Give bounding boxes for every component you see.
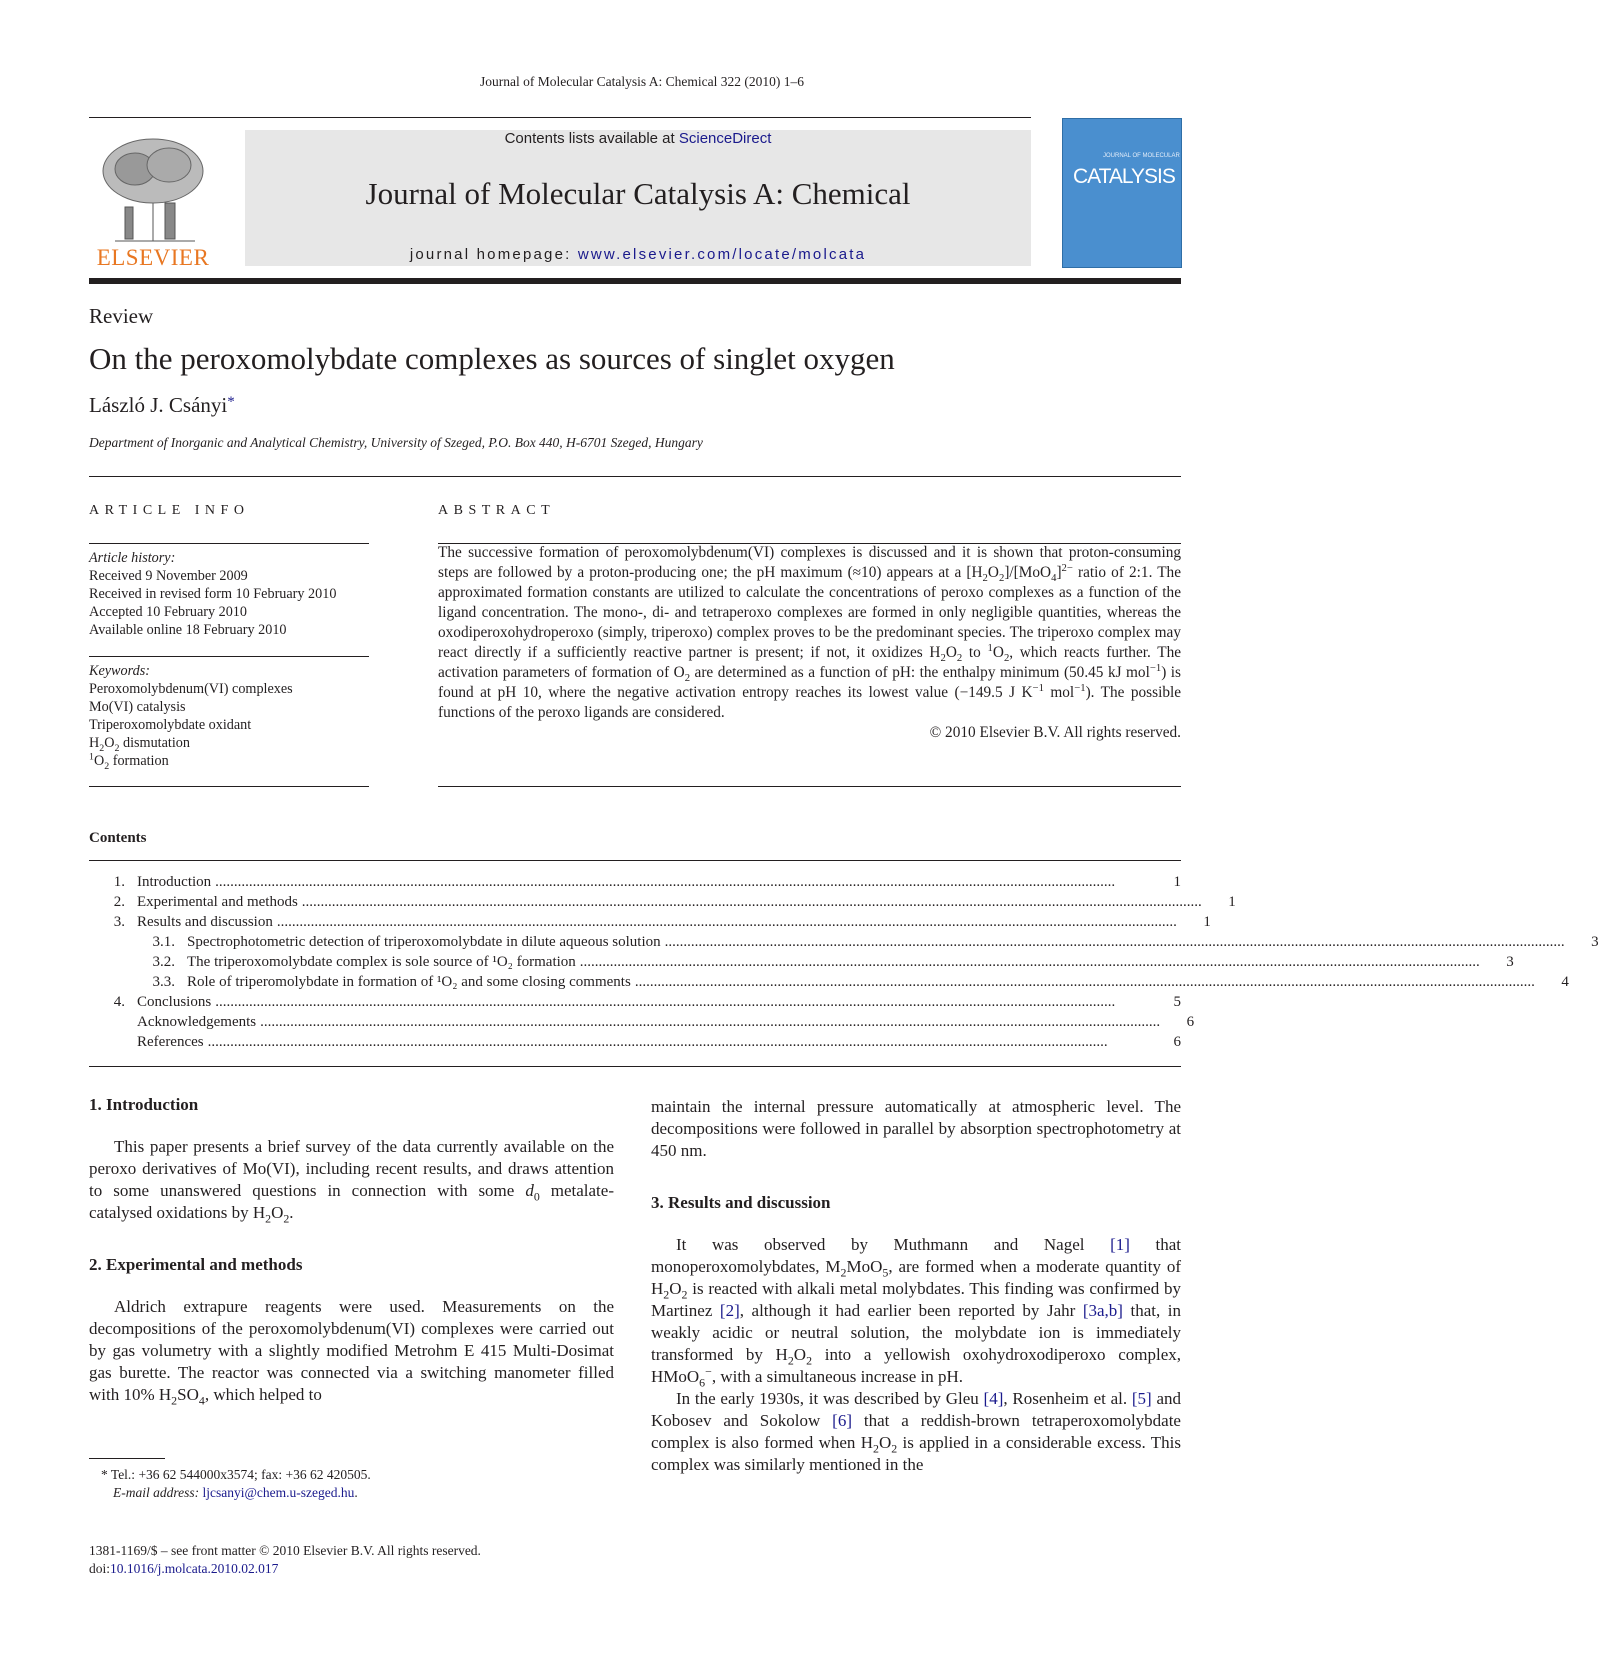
header-rule	[89, 476, 1181, 477]
ref-2-link[interactable]: [2]	[719, 1301, 740, 1320]
toc-item-experimental[interactable]: 2. Experimental and methods ................................................................................................................................................................................................................................................ 1	[113, 894, 1236, 910]
keyword-item: Mo(VI) catalysis	[89, 699, 186, 715]
toc-item-3-3[interactable]: 3.3. Role of triperomolybdate in formation of ¹O₂ and some closing comments ................................................................................................................................................................................................................................................ 4	[152, 974, 1569, 990]
abstract-copyright: © 2010 Elsevier B.V. All rights reserved.	[929, 724, 1181, 741]
ref-6-link[interactable]: [6]	[832, 1411, 852, 1430]
doi-link[interactable]: 10.1016/j.molcata.2010.02.017	[110, 1561, 279, 1576]
cover-subtitle: JOURNAL OF MOLECULAR	[1103, 153, 1180, 159]
contents-rule-top	[89, 860, 1181, 861]
ref-5-link[interactable]: [5]	[1131, 1389, 1152, 1408]
top-rule	[89, 117, 1031, 118]
results-paragraph-1: It was observed by Muthmann and Nagel [1] that monoperoxomolybdates, $M_2MoO_5$, are formed when a moderate quantity of $H_2O_2$ is reacted with alkali metal molybdates. This finding was confirmed by Martinez [2], although it had earlier been reported by Jahr [3a,b] that, in weakly acidic or neutral solution, the molybdate ion is immediately transformed by $H_2O_2$ into a yellowish oxohydroxodiperoxo complex, HMoO$_6$−, with a simultaneous increase in pH.	[651, 1235, 1182, 1390]
author-line	[89, 393, 235, 418]
keyword-item: $^1O_2$ formation	[89, 751, 169, 772]
table-of-contents	[89, 872, 1599, 1052]
footnote-rule	[89, 1458, 165, 1459]
toc-item-3-1[interactable]: 3.1. Spectrophotometric detection of triperoxomolybdate in dilute aqueous solution ................................................................................................................................................................................................................................................ 3	[152, 934, 1599, 950]
elsevier-tree-icon	[95, 133, 211, 243]
article-type: Review	[89, 304, 154, 328]
article-history	[89, 549, 369, 639]
doi-line: doi:10.1016/j.molcata.2010.02.017	[89, 1561, 279, 1576]
cover-title: CATALYSIS	[1073, 165, 1175, 188]
running-head: Journal of Molecular Catalysis A: Chemical 322 (2010) 1–6	[480, 74, 804, 89]
toc-item-acknowledgements[interactable]: Acknowledgements ................................................................................................................................................................................................................................................ 6	[137, 1014, 1195, 1030]
issn-doi	[89, 1542, 649, 1578]
email-link[interactable]: ljcsanyi@chem.u-szeged.hu	[202, 1485, 355, 1500]
author-name: László J. Csányi	[89, 393, 228, 417]
footnote-email: E-mail address: ljcsanyi@chem.u-szeged.hu.	[113, 1485, 358, 1500]
journal-cover	[1062, 118, 1182, 268]
ref-1-link[interactable]: [1]	[1110, 1235, 1130, 1254]
experimental-continuation: maintain the internal pressure automatically at atmospheric level. The decompositions were followed in parallel by absorption spectrophotometry at 450 nm.	[651, 1097, 1181, 1160]
abstract-body: The successive formation of peroxomolybdenum(VI) complexes is discussed and it is shown that proton-consuming steps are followed by a proton-producing one; the pH maximum (≈10) appears at a $[H_2O_2]/[MoO_4]^{2-}$ ratio of 2:1. The approximated formation constants are utilized to calculate the concentrations of peroxo complexes as a function of the ligand concentration. The mono-, di- and tetraperoxo complexes are formed in only negligible quantities, whereas the oxodiperoxohydroperoxo (simply, triperoxo) complex proves to be the predominant species. The triperoxo complex may react directly if a sufficiently reactive partner is present; if not, it oxidizes $H_2O_2$ to $^1O_2$, which reacts further. The activation parameters of formation of $O_2$ are determined as a function of pH: the enthalpy minimum (50.45 kJ mol$^{-1}$) is found at pH 10, where the negative activation entropy reaches its lowest value (−149.5 J $K^{-1}$ mol$^{-1}$). The possible functions of the peroxo ligands are considered.	[438, 544, 1182, 721]
elsevier-logo	[89, 133, 217, 269]
history-heading: Article history:	[89, 550, 176, 566]
info-rule-2	[89, 656, 369, 657]
section-heading-results: 3. Results and discussion	[651, 1193, 831, 1212]
abstract-text	[438, 543, 1181, 743]
header-bar	[89, 278, 1181, 284]
toc-item-3-2[interactable]: 3.2. The triperoxomolybdate complex is sole source of ¹O₂ formation ................................................................................................................................................................................................................................................ 3	[152, 954, 1514, 970]
experimental-paragraph: Aldrich extrapure reagents were used. Measurements on the decompositions of the peroxomolybdenum(VI) complexes were carried out by gas volumetry with a slightly modified Metrohm E 415 Multi-Dosimat gas burette. The reactor was connected via a switching manometer filled with 10% $H_2SO_4$, which helped to	[89, 1297, 614, 1408]
publisher-name: ELSEVIER	[96, 245, 210, 270]
toc-item-conclusions[interactable]: 4. Conclusions ................................................................................................................................................................................................................................................ 5	[113, 994, 1181, 1010]
left-column	[89, 1094, 614, 1406]
issn-line: 1381-1169/$ – see front matter © 2010 Elsevier B.V. All rights reserved.	[89, 1543, 481, 1558]
keyword-item: $H_2O_2$ dismutation	[89, 735, 190, 754]
journal-banner	[245, 130, 1031, 266]
abstract-heading: ABSTRACT	[438, 503, 556, 518]
keyword-item: Triperoxomolybdate oxidant	[89, 717, 252, 733]
section-heading-introduction: 1. Introduction	[89, 1095, 199, 1114]
toc-item-results[interactable]: 3. Results and discussion ................................................................................................................................................................................................................................................ 1	[113, 914, 1211, 930]
article-info-heading: ARTICLE INFO	[89, 503, 250, 518]
history-accepted: Accepted 10 February 2010	[89, 604, 247, 620]
keywords	[89, 662, 369, 770]
journal-title: Journal of Molecular Catalysis A: Chemical	[365, 176, 911, 211]
history-online: Available online 18 February 2010	[89, 622, 287, 638]
history-revised: Received in revised form 10 February 2010	[89, 586, 337, 602]
contents-heading: Contents	[89, 830, 147, 846]
affiliation: Department of Inorganic and Analytical Chemistry, University of Szeged, P.O. Box 440, H-6701 Szeged, Hungary	[89, 435, 703, 450]
homepage-link[interactable]: www.elsevier.com/locate/molcata	[577, 246, 867, 263]
contents-prefix: Contents lists available at	[504, 130, 679, 147]
abstract-rule-bottom	[438, 786, 1181, 787]
results-paragraph-2: In the early 1930s, it was described by Gleu [4], Rosenheim et al. [5] and Kobosev and Sokolow [6] that a reddish-brown tetraperoxomolybdate complex is also formed when $H_2O_2$ is applied in a considerable excess. This complex was similarly mentioned in the	[651, 1389, 1182, 1474]
right-column	[651, 1096, 1181, 1476]
ref-4-link[interactable]: [4]	[983, 1389, 1004, 1408]
history-received: Received 9 November 2009	[89, 568, 248, 584]
section-heading-experimental: 2. Experimental and methods	[89, 1255, 303, 1274]
keyword-item: Peroxomolybdenum(VI) complexes	[89, 681, 293, 697]
footnote-tel: * Tel.: +36 62 544000x3574; fax: +36 62 420505.	[101, 1467, 371, 1482]
ref-3ab-link[interactable]: [3a,b]	[1082, 1301, 1123, 1320]
contents-rule-bottom	[89, 1066, 1181, 1067]
toc-item-introduction[interactable]: 1. Introduction ................................................................................................................................................................................................................................................ 1	[113, 874, 1181, 890]
contents-available-line	[245, 130, 1031, 147]
journal-homepage	[245, 246, 1031, 263]
article-title: On the peroxomolybdate complexes as sources of singlet oxygen	[89, 341, 895, 376]
homepage-prefix: journal homepage:	[409, 246, 578, 263]
sciencedirect-link[interactable]: ScienceDirect	[678, 130, 772, 147]
info-rule-3	[89, 786, 369, 787]
info-rule-1	[89, 543, 369, 544]
author-footnote	[89, 1466, 614, 1502]
keywords-heading: Keywords:	[89, 663, 150, 679]
author-footnote-mark[interactable]: *	[227, 394, 235, 410]
introduction-paragraph: This paper presents a brief survey of the data currently available on the peroxo derivatives of Mo(VI), including recent results, and draws attention to some unanswered questions in connection with some $d_0$ metalate-catalysed oxidations by $H_2O_2$.	[89, 1137, 614, 1226]
toc-item-references[interactable]: References ................................................................................................................................................................................................................................................ 6	[137, 1034, 1181, 1050]
